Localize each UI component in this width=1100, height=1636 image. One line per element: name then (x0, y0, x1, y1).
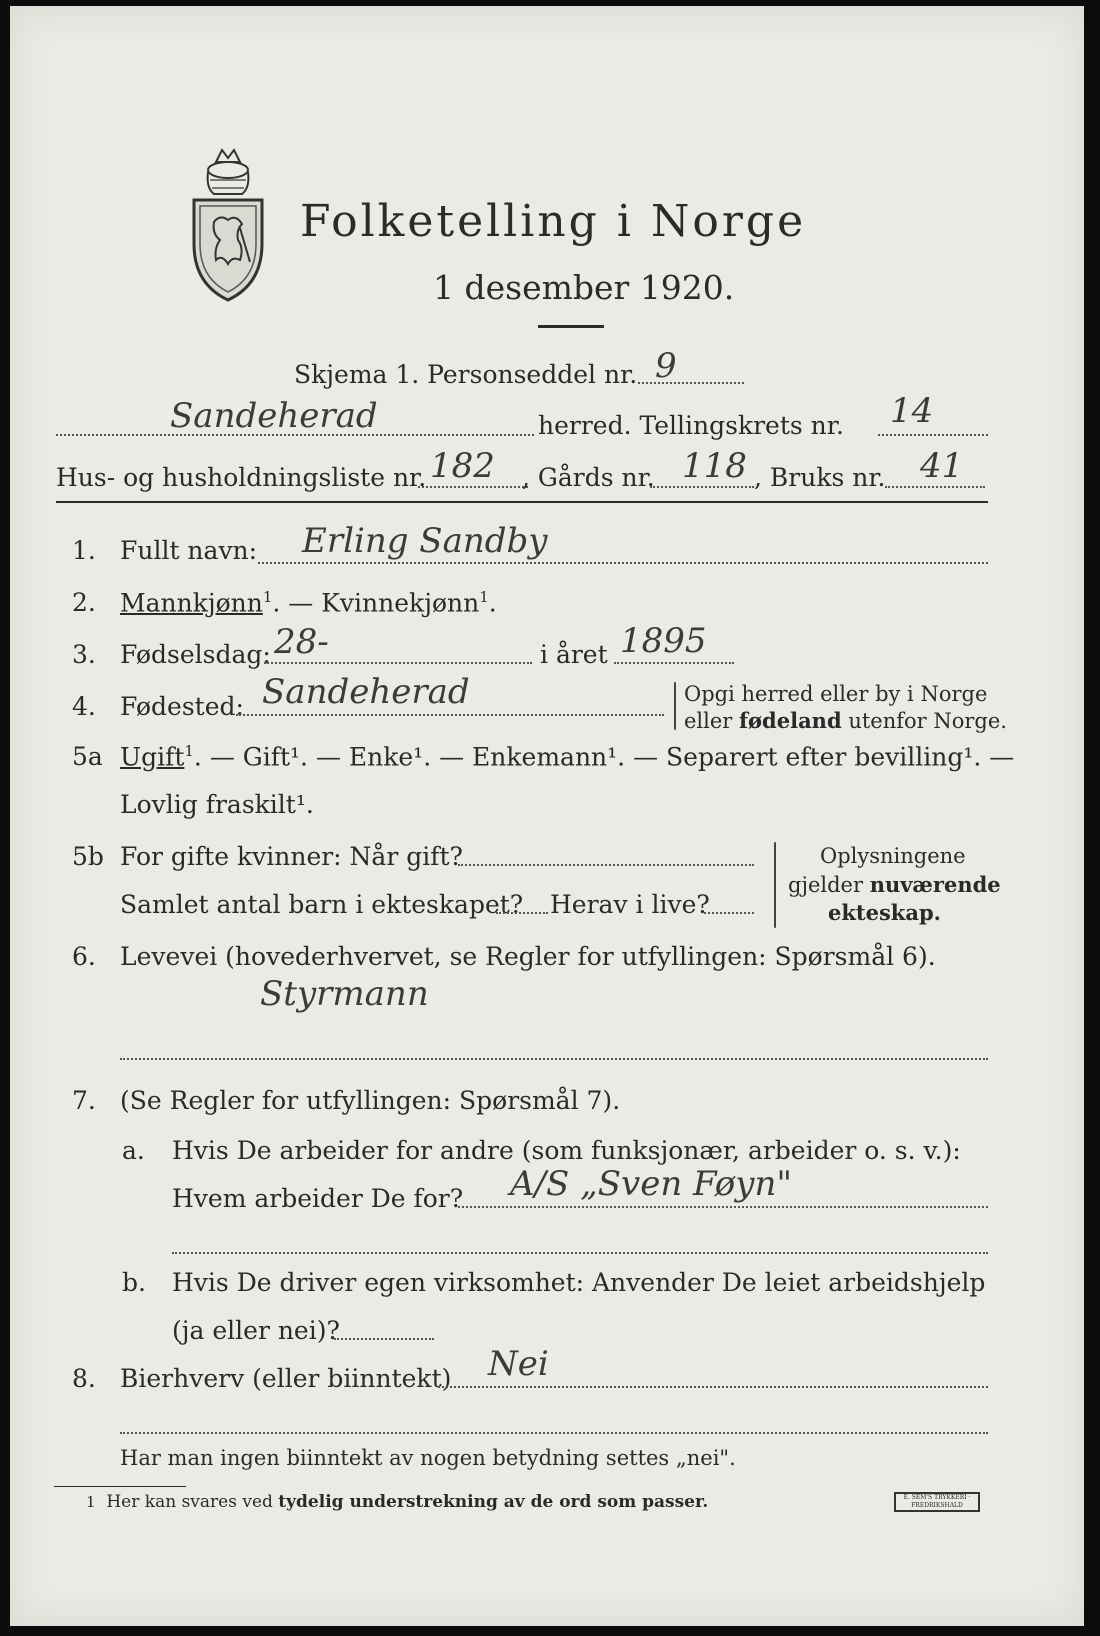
marital-options[interactable]: . — Gift¹. — Enke¹. — Enkemann¹. — Separert efter bevilling¹. — (193, 742, 1015, 772)
q7-number: 7. (72, 1086, 96, 1115)
birth-year-value: 1895 (620, 621, 707, 661)
gards-nr-field[interactable] (650, 486, 754, 488)
year-label: i året (540, 640, 608, 669)
liste-nr-field[interactable] (418, 486, 528, 488)
census-form (10, 6, 1084, 1626)
herred-value: Sandeherad (170, 396, 378, 436)
q7b-line1: Hvis De driver egen virksomhet: Anvender De leiet arbeidshjelp (172, 1268, 986, 1297)
birthday-value: 28- (274, 622, 329, 662)
q7b-line2: (ja eller nei)? (172, 1316, 340, 1345)
q1-number: 1. (72, 536, 96, 565)
q2-number: 2. (72, 588, 96, 617)
ugift-option[interactable]: Ugift (120, 742, 185, 772)
birth-year-field[interactable] (614, 662, 734, 664)
personseddel-nr-value: 9 (655, 346, 677, 386)
gards-nr-value: 118 (682, 446, 747, 486)
q8-number: 8. (72, 1364, 96, 1393)
liste-label: Hus- og husholdningsliste nr. (56, 463, 427, 492)
occupation-value: Styrmann (260, 974, 429, 1014)
q8-label: Bierhverv (eller biinntekt) (120, 1364, 452, 1393)
q6-label: Levevei (hovederhvervet, se Regler for utfyllingen: Spørsmål 6). (120, 942, 936, 971)
herred-field[interactable] (56, 434, 534, 436)
q7b-number: b. (122, 1268, 146, 1297)
q5b-note-line1: Oplysningene (820, 844, 966, 868)
q5b-note-line3: ekteskap. (828, 900, 941, 925)
footnote-divider (54, 1486, 186, 1487)
birthplace-value: Sandeherad (262, 672, 470, 712)
side-income-field-2[interactable] (120, 1432, 988, 1434)
q4-note-line1: Opgi herred eller by i Norge (684, 682, 988, 706)
female-option[interactable]: . — Kvinnekjønn (272, 588, 480, 618)
footnote: 1 Her kan svares ved tydelig understrekning av de ord som passer. (86, 1492, 709, 1512)
marital-status-line2[interactable]: Lovlig fraskilt¹. (120, 790, 314, 819)
q4-label: Fødested: (120, 692, 244, 721)
q6-number: 6. (72, 942, 96, 971)
bruks-label: , Bruks nr. (754, 463, 886, 492)
children-field[interactable] (496, 912, 548, 914)
q7a-number: a. (122, 1136, 145, 1165)
married-when-label: For gifte kvinner: Når gift? (120, 842, 463, 871)
tellingskrets-nr-field[interactable] (878, 434, 988, 436)
children-label: Samlet antal barn i ekteskapet? (120, 890, 524, 919)
q1-label: Fullt navn: (120, 536, 258, 565)
alive-label: Herav i live? (550, 890, 710, 919)
coat-of-arms-icon (180, 144, 276, 304)
census-date: 1 desember 1920. (433, 268, 735, 307)
employer-value: A/S „Sven Føyn" (510, 1164, 792, 1204)
q4-brace (674, 682, 676, 730)
header-divider (56, 501, 988, 503)
personseddel-nr-field[interactable] (638, 382, 744, 384)
liste-nr-value: 182 (430, 446, 495, 486)
alive-field[interactable] (704, 912, 754, 914)
q7a-line1: Hvis De arbeider for andre (som funksjonær, arbeider o. s. v.): (172, 1136, 961, 1165)
employer-field-2[interactable] (172, 1252, 988, 1254)
title-divider (538, 325, 604, 328)
full-name-field[interactable] (258, 562, 988, 564)
side-income-note: Har man ingen biinntekt av nogen betydning settes „nei". (120, 1446, 736, 1470)
q7a-line2: Hvem arbeider De for? (172, 1184, 464, 1213)
hired-help-field[interactable] (334, 1338, 434, 1340)
side-income-field[interactable] (438, 1386, 988, 1388)
male-option[interactable]: Mannkjønn (120, 588, 263, 618)
employer-field[interactable] (458, 1206, 988, 1208)
q5b-number: 5b (72, 842, 104, 871)
q7-label: (Se Regler for utfyllingen: Spørsmål 7). (120, 1086, 621, 1115)
occupation-field[interactable] (120, 1058, 988, 1060)
q5a-number: 5a (72, 742, 103, 771)
q4-note-line2: eller fødeland utenfor Norge. (684, 708, 1007, 733)
bruks-nr-field[interactable] (885, 486, 985, 488)
marital-status-line1: Ugift$^1$. — Gift¹. — Enke¹. — Enkemann¹. — Separert efter bevilling¹. — (120, 742, 1015, 772)
gards-label: , Gårds nr. (522, 463, 655, 492)
bruks-nr-value: 41 (920, 446, 964, 486)
tellingskrets-nr-value: 14 (890, 391, 934, 431)
sex-line: Mannkjønn$^1$. — Kvinnekjønn$^1$. (120, 588, 497, 618)
birthplace-field[interactable] (236, 714, 664, 716)
q5b-brace (774, 842, 776, 928)
q3-label: Fødselsdag: (120, 640, 271, 669)
skjema-label: Skjema 1. Personseddel nr. (294, 360, 638, 389)
side-income-value: Nei (488, 1344, 549, 1384)
birthday-field[interactable] (264, 662, 532, 664)
full-name-value: Erling Sandby (302, 521, 548, 561)
herred-label: herred. Tellingskrets nr. (538, 411, 844, 440)
printer-stamp: E. SEM'S TRYKKERI · FREDRIKSHALD (894, 1492, 980, 1512)
form-title: Folketelling i Norge (300, 196, 807, 247)
married-when-field[interactable] (458, 864, 754, 866)
q3-number: 3. (72, 640, 96, 669)
q5b-note-line2: gjelder nuværende (788, 872, 1001, 897)
q4-number: 4. (72, 692, 96, 721)
